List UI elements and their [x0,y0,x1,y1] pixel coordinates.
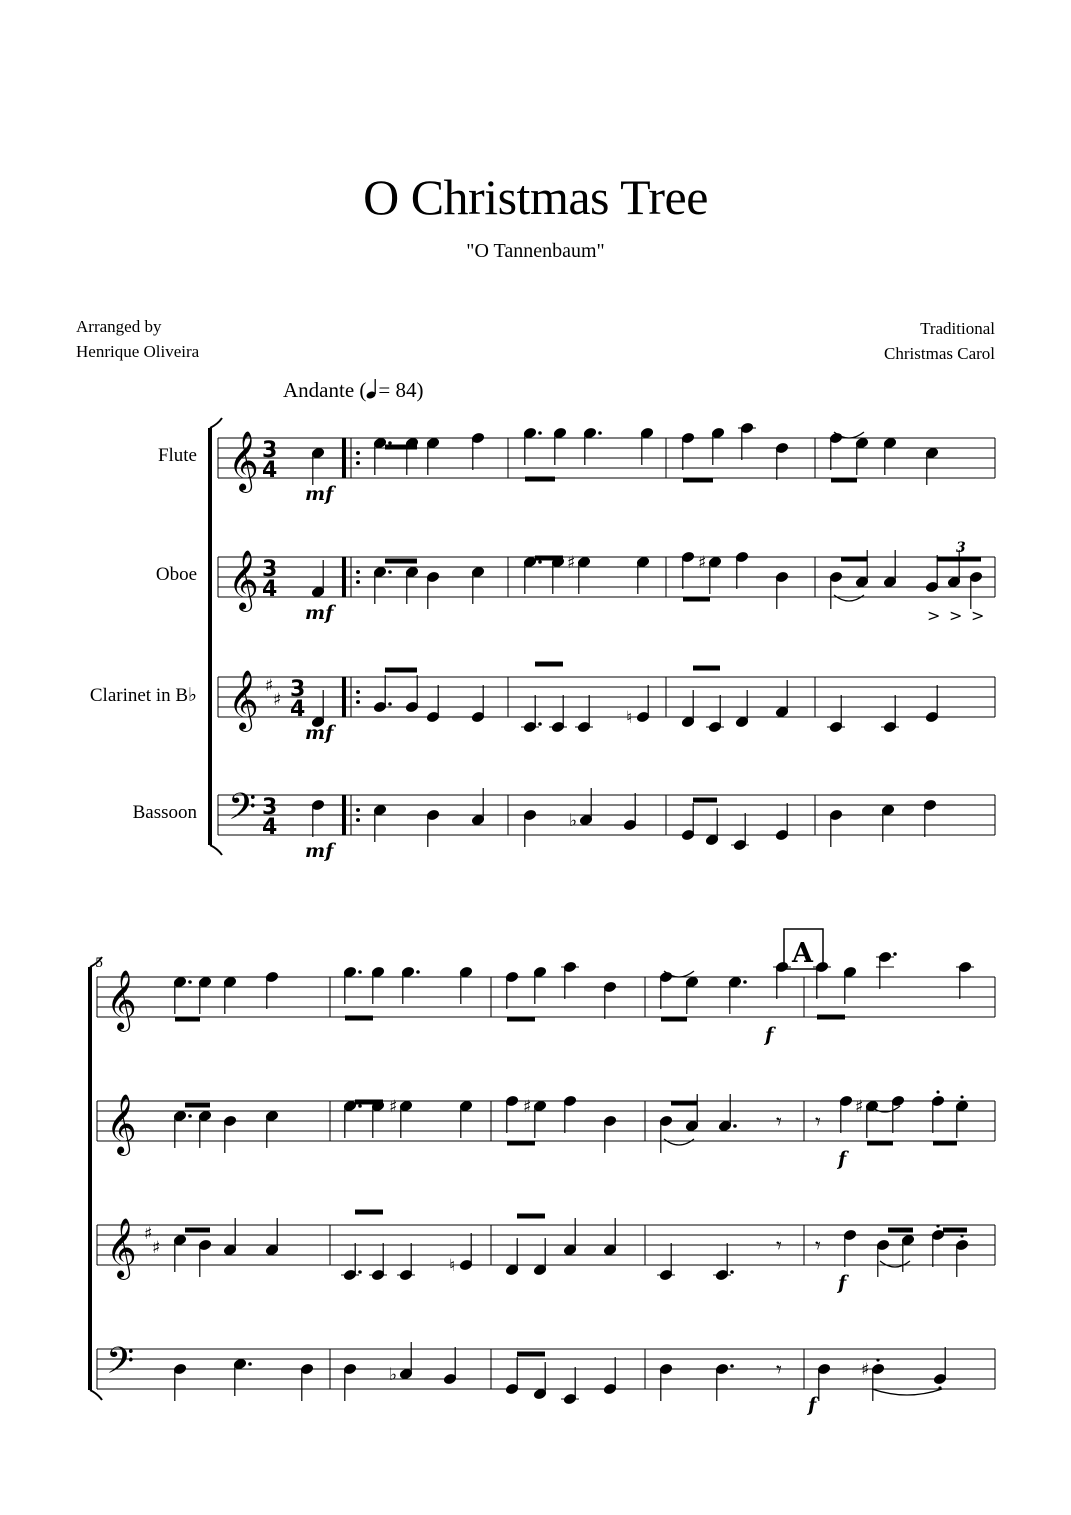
tempo-value: = 84) [378,378,424,402]
slur [834,595,864,601]
rehearsal-mark-a: A [792,938,813,969]
eighth-rest: 𝄾 [815,1110,821,1135]
clef-1: 𝄞 [106,1094,137,1154]
repeat-dot [356,700,360,704]
dynamic-f: f [838,1272,847,1294]
n-dot [188,980,192,984]
n-accidental: ♯ [389,1097,398,1117]
n-accidental: ♮ [449,1256,456,1276]
arranger-line-2: Henrique Oliveira [76,342,200,361]
key-sharp-c: ♯ [273,690,282,710]
eighth-rest: 𝄾 [776,1234,782,1259]
dynamic-f: f [808,1394,817,1416]
composer-line-1: Traditional [920,319,995,338]
composer-line-2: Christmas Carol [884,344,995,363]
beam [671,1101,697,1106]
clef-2: 𝄞 [106,1218,137,1278]
n-dot [388,570,392,574]
system-1-bracket-top [210,418,222,428]
n-accent: > [927,606,941,625]
n-dot [730,1270,734,1274]
dynamic-f: f [765,1024,774,1046]
n-dot [416,970,420,974]
n-staccato [960,1095,963,1098]
n-dot [730,1364,734,1368]
system-2-bracket-bottom [90,1390,102,1400]
beam [693,666,720,671]
beam [385,668,417,673]
instrument-label-bassoon: Bassoon [132,802,197,823]
time-signature-0-bottom: 4 [262,458,278,483]
clef-2: 𝄞 [228,670,259,730]
n-staccato [876,1358,879,1361]
measure-number-5: 5 [95,956,104,971]
dynamic-f: f [838,1148,847,1170]
n-accidental: ♭ [389,1365,398,1385]
tempo-text: Andante ( [283,378,367,402]
beam [888,1228,913,1233]
n-dot [388,441,392,445]
beam [355,1100,383,1105]
key-sharp-c: ♯ [152,1238,161,1258]
system-1-bracket-bottom [210,845,222,855]
beam [937,557,981,562]
repeat-dot [356,818,360,822]
beam [385,559,417,564]
beam [661,1017,687,1022]
score-subtitle: "O Tannenbaum" [466,240,605,262]
n-dot [538,431,542,435]
beam [831,478,857,483]
score-title: O Christmas Tree [363,169,708,225]
beam [841,557,867,562]
n-dot [248,1362,252,1366]
slur [664,1139,694,1145]
beam [817,1015,845,1020]
n-accent: > [949,606,963,625]
beam [535,662,563,667]
n-dot [538,722,542,726]
repeat-dot [356,451,360,455]
n-dot [388,702,392,706]
n-accidental: ♯ [855,1097,864,1117]
time-signature-2-top: 3 [290,677,306,702]
arranger-line-1: Arranged by [76,317,162,336]
n-dot [598,431,602,435]
dynamic-mf: mf [305,483,334,505]
time-signature-1-top: 3 [262,557,278,582]
clef-0: 𝄞 [106,970,137,1030]
instrument-label-clarinet: Clarinet in B♭ [89,685,197,706]
beam [683,478,713,483]
beam [175,1017,200,1022]
beam [943,1228,967,1233]
time-signature-3-bottom: 4 [262,815,278,840]
n-accidental: ♯ [523,1097,532,1117]
repeat-dot [356,690,360,694]
beam [345,1016,373,1021]
repeat-dot [356,580,360,584]
key-sharp-f: ♯ [265,676,274,696]
n-dot [538,560,542,564]
n-dot [358,970,362,974]
beam [933,1141,957,1146]
n-accidental: ♯ [567,553,576,573]
clef-0: 𝄞 [228,431,259,491]
repeat-dot [356,808,360,812]
clef-1: 𝄞 [228,550,259,610]
n-staccato [936,1090,939,1093]
time-signature-1-bottom: 4 [262,577,278,602]
n-accidental: ♭ [569,811,578,831]
eighth-rest: 𝄾 [776,1110,782,1135]
instrument-label-oboe: Oboe [155,564,197,585]
n-accidental: ♮ [626,708,633,728]
instrument-label-flute: Flute [157,445,197,466]
dynamic-mf: mf [305,602,334,624]
beam [185,1103,210,1108]
n-staccato [936,1224,939,1227]
n-staccato [960,1234,963,1237]
tuplet-3: 3 [956,540,966,556]
n-accidental: ♯ [861,1360,870,1380]
n-dot [358,1270,362,1274]
beam [535,556,563,561]
beam [683,597,710,602]
eighth-rest: 𝄾 [776,1358,782,1383]
beam [517,1352,545,1357]
time-signature-2-bottom: 4 [290,697,306,722]
key-sharp-f: ♯ [144,1224,153,1244]
repeat-dot [356,570,360,574]
beam [693,798,717,803]
n-dot [743,980,747,984]
n-dot [188,1114,192,1118]
dynamic-mf: mf [305,722,334,744]
beam [507,1017,535,1022]
beam [185,1228,210,1233]
n-dot [733,1124,737,1128]
slur [872,1389,942,1395]
eighth-rest: 𝄾 [815,1234,821,1259]
beam [355,1210,383,1215]
beam [525,477,555,482]
beam [867,1141,893,1146]
beam [507,1141,535,1146]
slur [880,1261,910,1267]
beam [517,1214,545,1219]
dynamic-mf: mf [305,840,334,862]
time-signature-3-top: 3 [262,795,278,820]
clef-3: 𝄢 [106,1340,135,1391]
n-accidental: ♯ [698,553,707,573]
n-dot [893,952,897,956]
beam [385,445,417,450]
n-dot [358,1104,362,1108]
repeat-dot [356,461,360,465]
clef-3: 𝄢 [228,786,257,837]
time-signature-0-top: 3 [262,438,278,463]
n-accent: > [971,606,985,625]
